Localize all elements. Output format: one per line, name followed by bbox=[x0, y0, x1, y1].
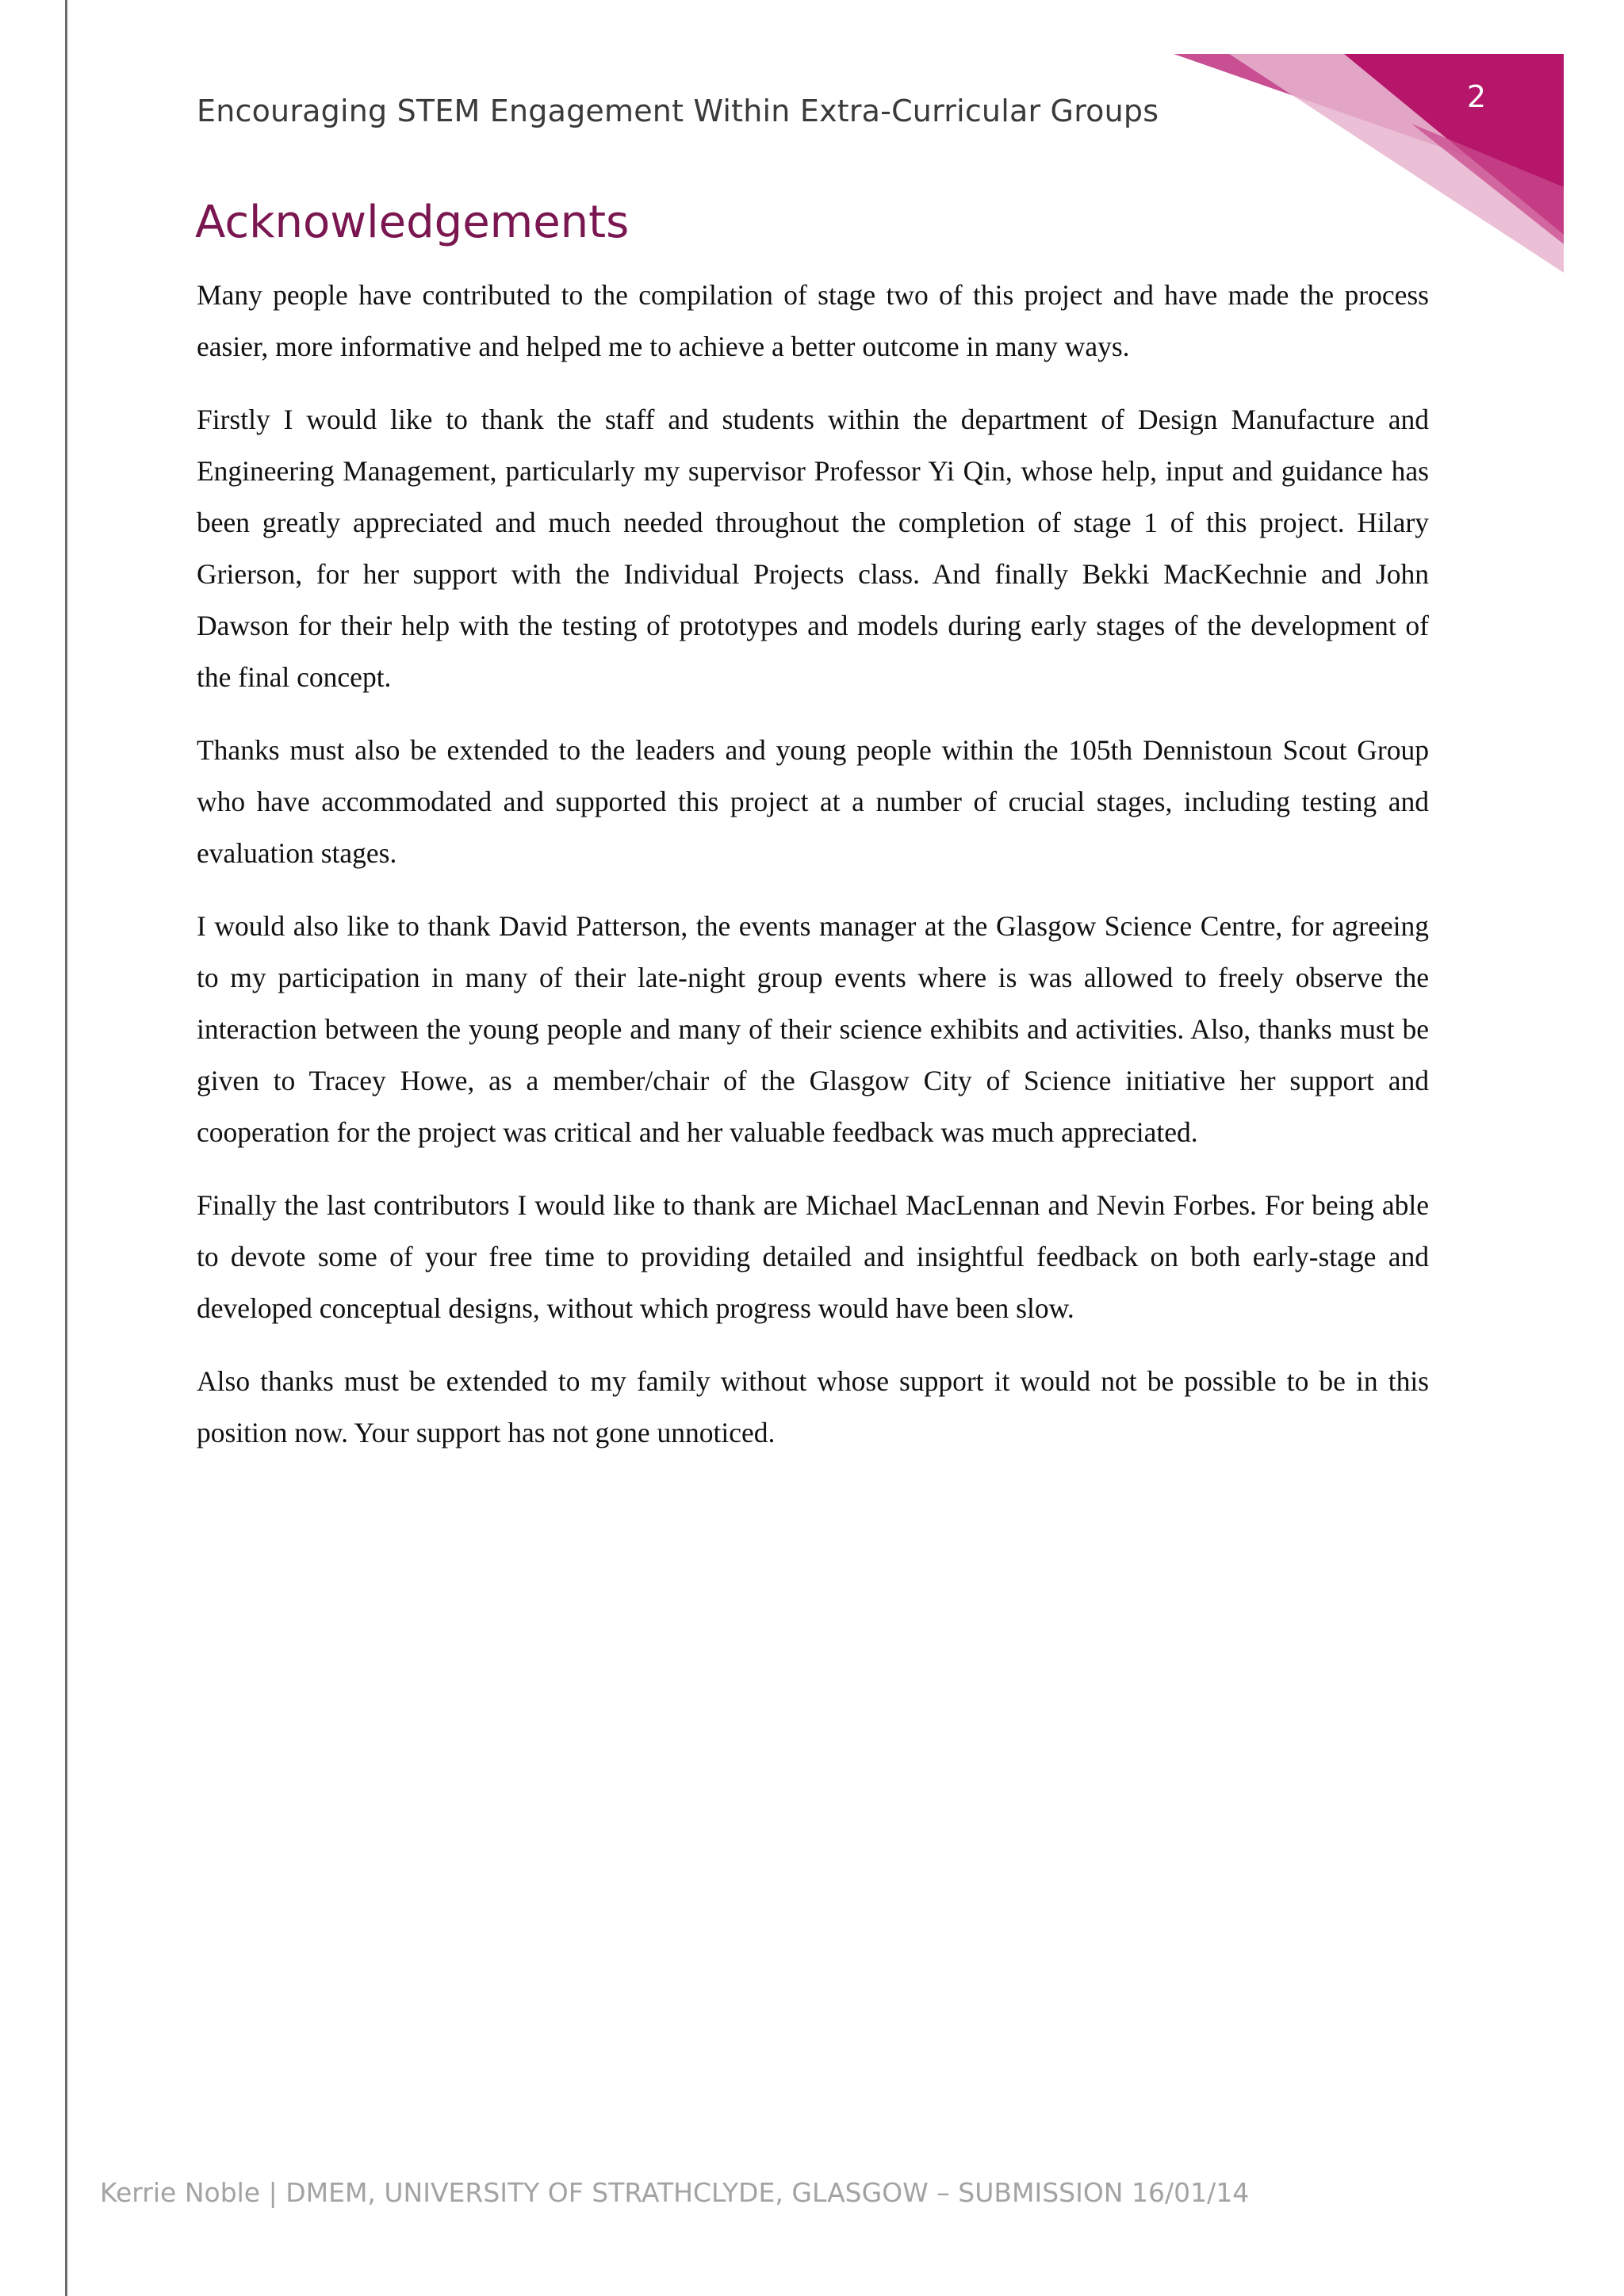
paragraph: Also thanks must be extended to my family without whose support it would not be possible to be in this position now. Your support has not gone unnoticed. bbox=[197, 1365, 1429, 1448]
paragraph: Many people have contributed to the compilation of stage two of this project and have made the process easier, more informative and helped me to achieve a better outcome in many ways. bbox=[197, 279, 1429, 362]
paragraph: Finally the last contributors I would like to thank are Michael MacLennan and Nevin Forbes. For being able to devote some of your free time to providing detailed and insightful feedback on both early-stage and developed conceptual designs, without which progress would have been slow. bbox=[197, 1189, 1429, 1324]
page-number: 2 bbox=[1466, 79, 1487, 114]
paragraph: I would also like to thank David Patterson, the events manager at the Glasgow Science Centre, for agreeing to my participation in many of their late-night group events where is was allowed to freely observe the interaction between the young people and many of their science exhibits and activities. Also, thanks must be given to Tracey Howe, as a member/chair of the Glasgow City of Science initiative her support and cooperation for the project was critical and her valuable feedback was much appreciated. bbox=[197, 910, 1429, 1148]
body-text bbox=[197, 270, 1429, 1480]
running-header-title: Encouraging STEM Engagement Within Extra-Curricular Groups bbox=[197, 94, 1159, 128]
corner-triangle-decoration bbox=[1174, 54, 1564, 273]
section-heading: Acknowledgements bbox=[195, 197, 630, 248]
left-margin-rule bbox=[65, 0, 67, 2296]
paragraph: Firstly I would like to thank the staff and students within the department of Design Manufacture and Engineering Management, particularly my supervisor Professor Yi Qin, whose help, input and guidance has been greatly appreciated and much needed throughout the completion of stage 1 of this project. Hilary Grierson, for her support with the Individual Projects class. And finally Bekki MacKechnie and John Dawson for their help with the testing of prototypes and models during early stages of the development of the final concept. bbox=[197, 404, 1429, 693]
page-footer: Kerrie Noble | DMEM, UNIVERSITY OF STRATHCLYDE, GLASGOW – SUBMISSION 16/01/14 bbox=[100, 2177, 1250, 2208]
paragraph: Thanks must also be extended to the leaders and young people within the 105th Dennistoun Scout Group who have accommodated and supported this project at a number of crucial stages, including testing and evaluation stages. bbox=[197, 734, 1429, 869]
